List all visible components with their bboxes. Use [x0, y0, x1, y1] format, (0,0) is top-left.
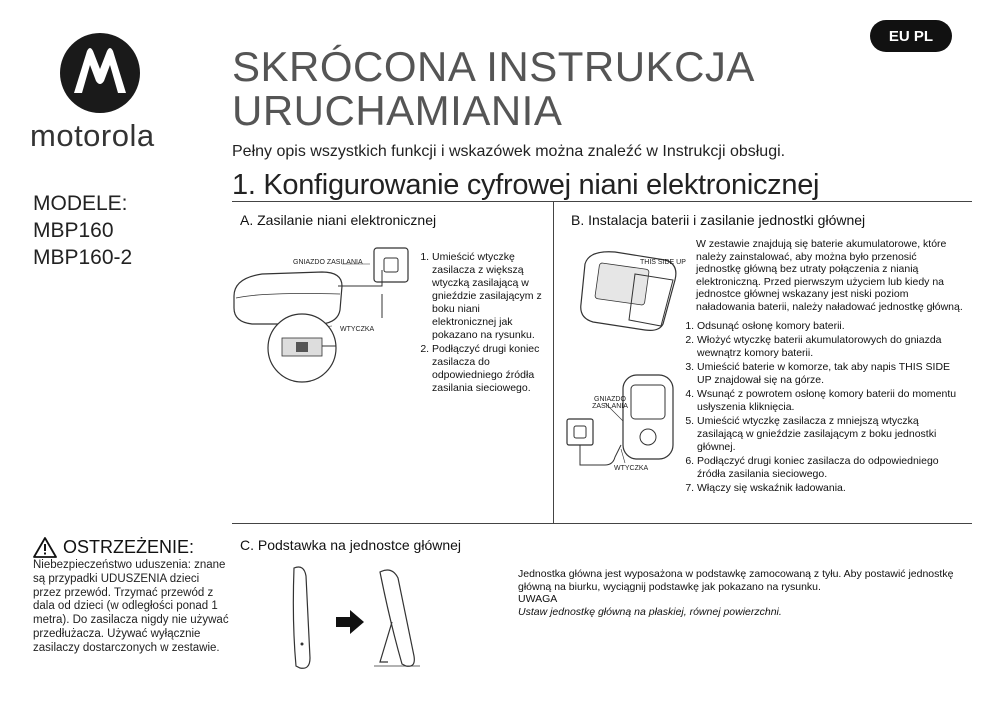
motorola-logo [60, 33, 140, 113]
list-item: 7. Włączy się wskaźnik ładowania. [697, 482, 967, 495]
section-c-heading: C. Podstawka na jednostce głównej [240, 537, 462, 553]
section-b-steps [681, 320, 967, 496]
list-item: 5. Umieścić wtyczkę zasilacza z mniejszą wtyczką zasilającą w gnieździe zasilającym z boku jednostki głównej. [697, 415, 967, 454]
warning-title-text: OSTRZEŻENIE: [63, 537, 195, 557]
middle-divider [232, 523, 972, 524]
section-title: 1. Konfigurowanie cyfrowej niani elektronicznej [232, 169, 820, 201]
list-item: 2. Podłączyć drugi koniec zasilacza do odpowiedniego źródła zasilania sieciowego. [432, 343, 546, 395]
parent-unit-illustration [565, 365, 685, 475]
section-c-text [518, 568, 968, 618]
top-divider [232, 201, 972, 202]
list-item: 2. Włożyć wtyczkę baterii akumulatorowych do gniazda wewnątrz komory baterii. [697, 334, 967, 360]
list-item: 1. Umieścić wtyczkę zasilacza z większą wtyczką zasilającą w gnieździe zasilającym z boku niani elektronicznej jak pokazano na rysunku. [432, 251, 546, 342]
models-label: MODELE: [33, 192, 128, 215]
section-c-body: Jednostka główna jest wyposażona w podstawkę zamocowaną z tyłu. Aby postawić jednostkę główną na biurku, wyciągnij podstawkę jak pokazano na rysunku. [518, 568, 954, 593]
list-item: 3. Umieścić baterie w komorze, tak aby napis THIS SIDE UP znajdował się na górze. [697, 361, 967, 387]
label-socket-b: GNIAZDO ZASILANIA [592, 396, 628, 410]
list-item: 1. Odsunąć osłonę komory baterii. [697, 320, 967, 333]
section-a-steps [416, 251, 546, 396]
label-plug-a: WTYCZKA [340, 326, 375, 333]
model-item: MBP160-2 [33, 246, 133, 269]
battery-compartment-illustration [575, 244, 685, 334]
section-b-heading: B. Instalacja baterii i zasilanie jednostki głównej [571, 212, 866, 228]
label-socket-a: GNIAZDO ZASILANIA [293, 259, 363, 266]
note-text: Ustaw jednostkę główną na płaskiej, równej powierzchni. [518, 605, 782, 618]
model-item: MBP160 [33, 219, 114, 242]
section-a-heading: A. Zasilanie niani elektronicznej [240, 212, 437, 228]
column-divider [553, 201, 554, 523]
brand-name: motorola [30, 118, 155, 153]
motorola-m-icon [60, 33, 140, 113]
stand-illustration [280, 562, 430, 674]
list-item: 6. Podłączyć drugi koniec zasilacza do odpowiedniego źródła zasilania sieciowego. [697, 455, 967, 481]
page-subtitle: Pełny opis wszystkich funkcji i wskazówek można znaleźć w Instrukcji obsługi. [232, 143, 786, 160]
section-b-intro: W zestawie znajdują się baterie akumulatorowe, które należy zainstalować, aby można było przenosić jednostkę główną bez utraty połączenia z nianią elektroniczną. Przed pierwszym użyciem lub kiedy na jednostce głównej wskazany jest niski poziom naładowania baterii, należy naładować jednostkę główną. [696, 238, 963, 313]
warning-title [33, 537, 194, 558]
warning-triangle-icon [33, 537, 57, 558]
page-title-line2: URUCHAMIANIA [232, 87, 563, 134]
page-title-line1: SKRÓCONA INSTRUKCJA [232, 43, 755, 90]
language-badge: EU PL [870, 20, 952, 52]
note-label: UWAGA [518, 593, 558, 605]
label-this-side-up: THIS SIDE UP [640, 259, 686, 266]
warning-text: Niebezpieczeństwo uduszenia: znane są przypadki UDUSZENIA dzieci przez przewód. Trzymać przewód z dala od dzieci (w odległości ponad 1 metra). Do zasilacza nigdy nie używać przedłużacza. Używać wyłącznie zasilaczy dostarczonych w zestawie. [33, 559, 229, 654]
list-item: 4. Wsunąć z powrotem osłonę komory baterii do momentu usłyszenia kliknięcia. [697, 388, 967, 414]
label-plug-b: WTYCZKA [614, 465, 649, 472]
